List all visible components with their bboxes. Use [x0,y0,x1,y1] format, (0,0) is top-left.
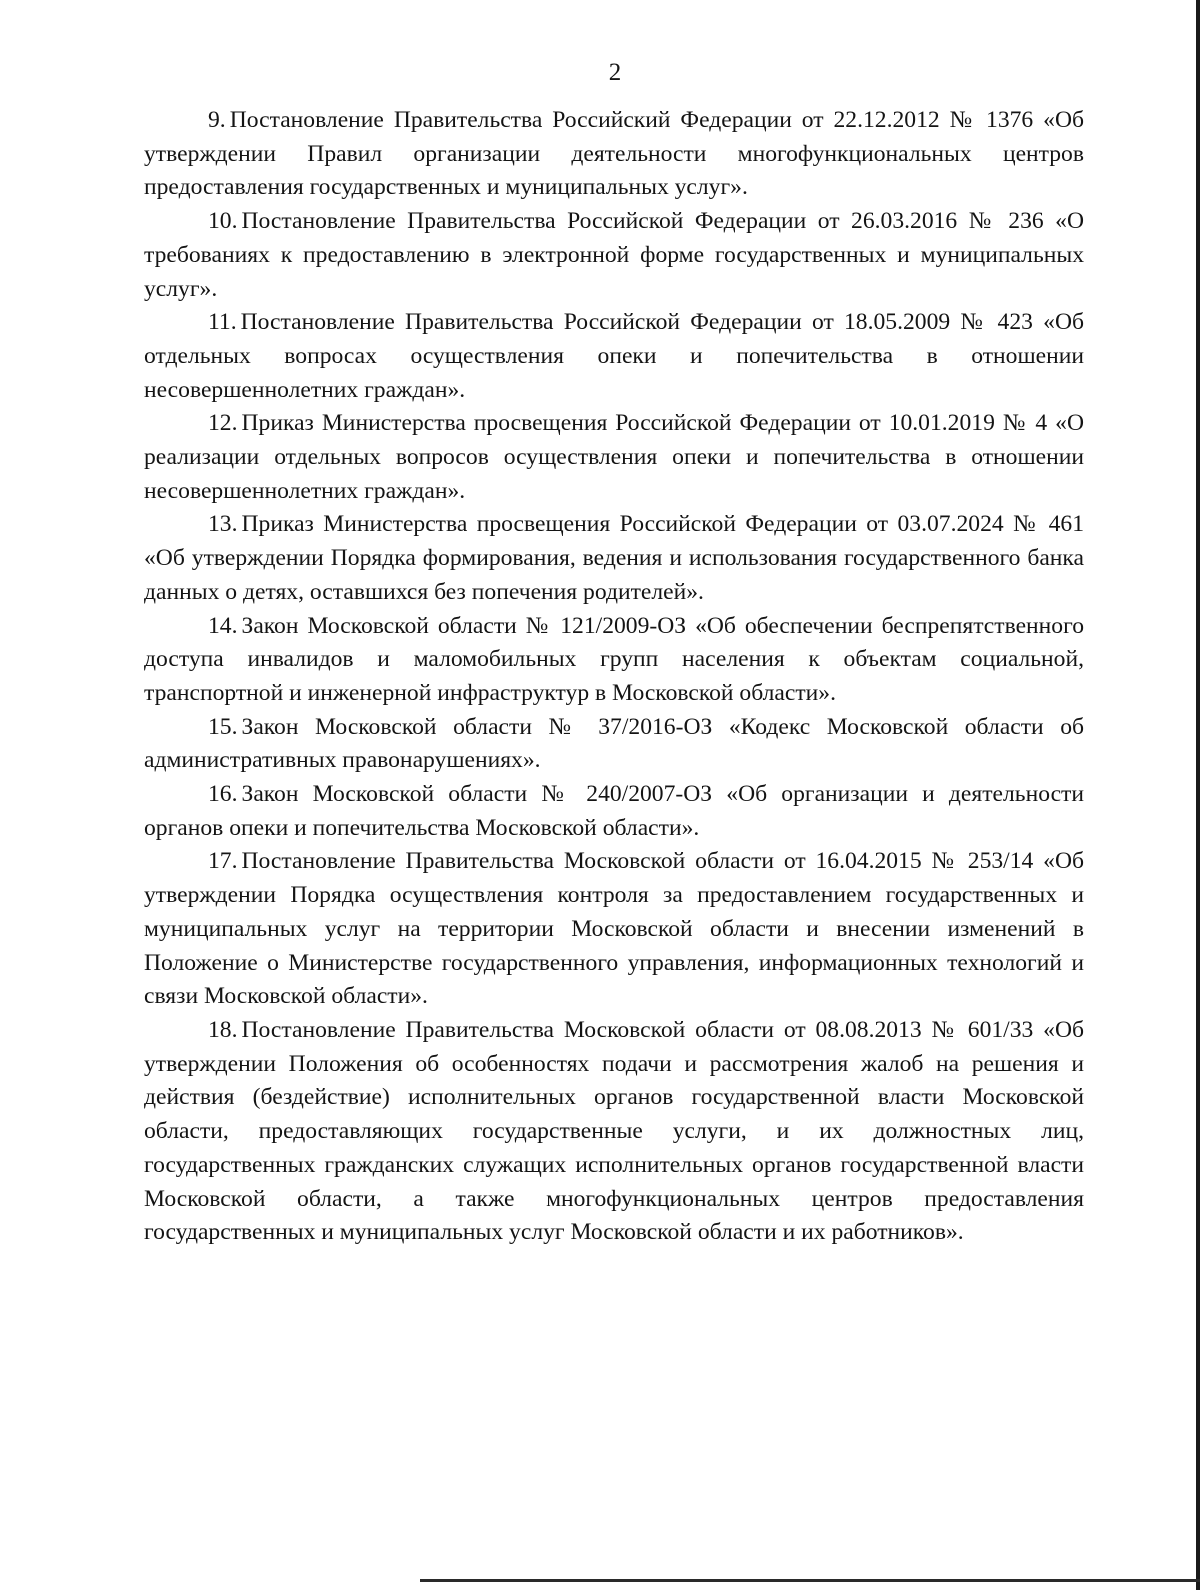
list-item [144,845,1084,1014]
list-item [144,508,1084,609]
item-number: 17. [208,848,238,875]
item-text: Приказ Министерства просвещения Российской Федерации от 03.07.2024 № 461 «Об утверждении Порядка формирования, ведения и использования государственного банка данных о детях, оставшихся без попечения родителей». [144,511,1084,605]
item-number: 16. [208,781,238,808]
item-number: 13. [208,511,238,538]
item-text: Закон Московской области № 121/2009-ОЗ «Об обеспечении беспрепятственного доступа инвалидов и маломобильных групп населения к объектам социальной, транспортной и инженерной инфраструктур в Московской области». [144,612,1084,706]
list-item [144,711,1084,778]
item-text: Постановление Правительства Московской области от 16.04.2015 № 253/14 «Об утверждении Порядка осуществления контроля за предоставлением государственных и муниципальных услуг на территории Московской области и внесении изменений в Положение о Министерстве государственного управления, информационных технологий и связи Московской области». [144,848,1084,1010]
item-number: 14. [208,612,238,639]
list-item [144,1014,1084,1250]
item-text: Закон Московской области № 37/2016-ОЗ «Кодекс Московской области об административных правонарушениях». [144,713,1084,774]
list-item [144,205,1084,306]
legal-acts-list [144,104,1084,1250]
list-item [144,104,1084,205]
item-number: 18. [208,1016,238,1043]
list-item [144,778,1084,845]
scan-edge-bottom [420,1579,1200,1582]
item-text: Постановление Правительства Российской Федерации от 18.05.2009 № 423 «Об отдельных вопросах осуществления опеки и попечительства в отношении несовершеннолетних граждан». [144,309,1084,403]
list-item [144,407,1084,508]
item-number: 11. [208,309,237,336]
item-number: 12. [208,410,238,437]
item-text: Закон Московской области № 240/2007-ОЗ «Об организации и деятельности органов опеки и попечительства Московской области». [144,781,1084,841]
item-text: Приказ Министерства просвещения Российской Федерации от 10.01.2019 № 4 «О реализации отдельных вопросов осуществления опеки и попечительства в отношении несовершеннолетних граждан». [144,410,1084,504]
item-text: Постановление Правительства Российский Федерации от 22.12.2012 № 1376 «Об утверждении Правил организации деятельности многофункциональных центров предоставления государственных и муниципальных услуг». [144,107,1084,201]
page-number: 2 [608,59,622,86]
item-number: 15. [208,713,238,740]
item-number: 9. [208,107,226,133]
list-item [144,306,1084,407]
item-number: 10. [208,208,238,235]
list-item [144,610,1084,711]
item-text: Постановление Правительства Российской Федерации от 26.03.2016 № 236 «О требованиях к предоставлению в электронной форме государственных и муниципальных услуг». [144,208,1084,302]
scan-edge-right [1196,0,1200,1590]
item-text: Постановление Правительства Московской области от 08.08.2013 № 601/33 «Об утверждении Положения об особенностях подачи и рассмотрения жалоб на решения и действия (бездействие) исполнительных органов государственной власти Московской области, предоставляющих государственные услуги, и их должностных лиц, государственных гражданских служащих исполнительных органов государственной власти Московской области, а также многофункциональных центров предоставления государственных и муниципальных услуг Московской области и их работников». [144,1016,1084,1246]
